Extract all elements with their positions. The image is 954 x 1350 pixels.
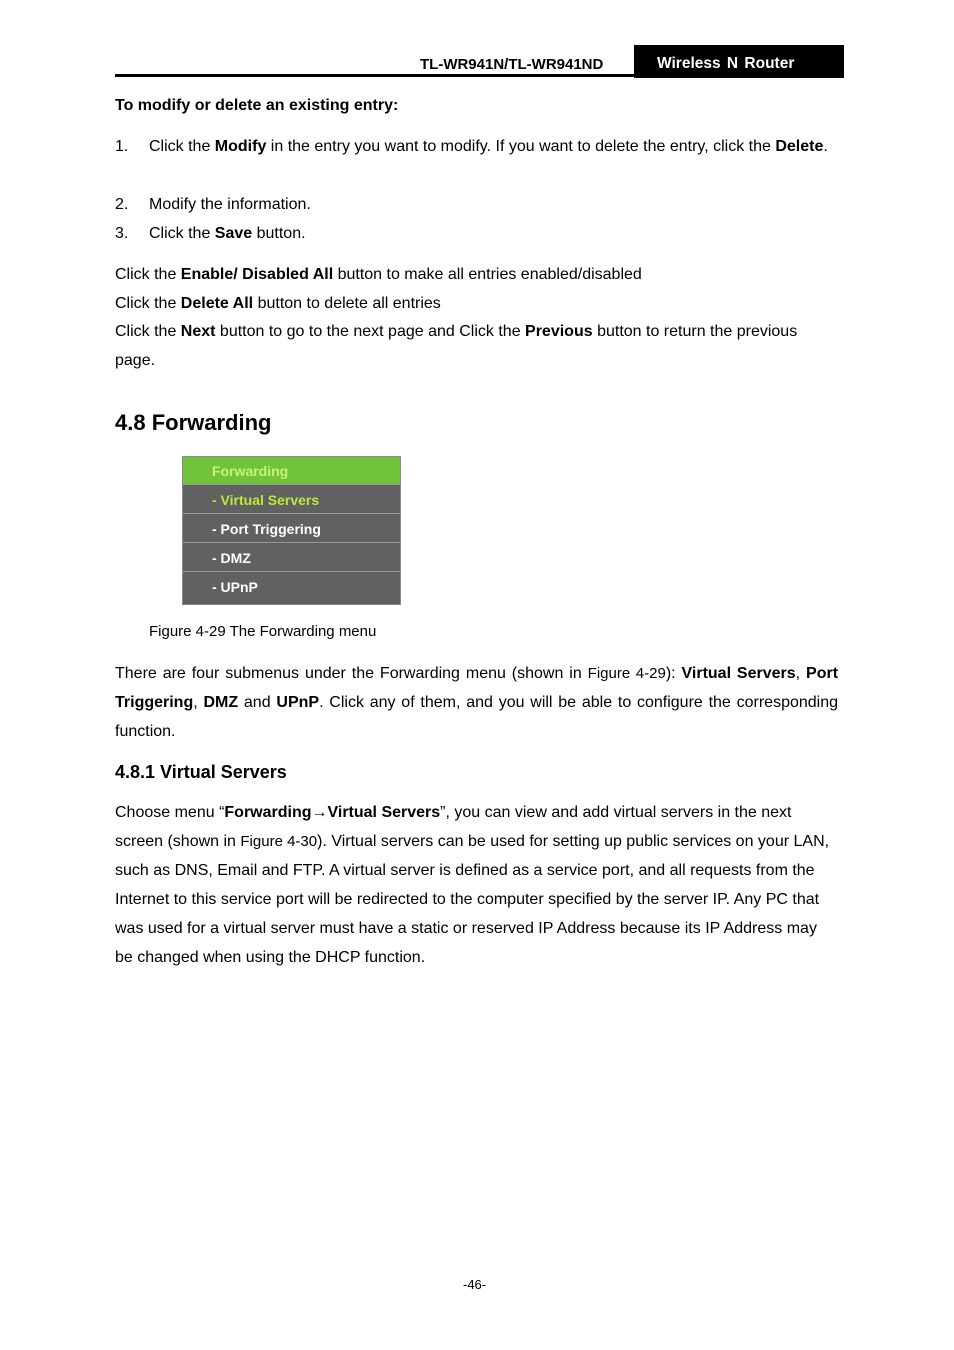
intro-t5: and [238, 694, 277, 711]
menu-item-virtual-servers[interactable]: - Virtual Servers [183, 486, 400, 514]
subsection-title: 4.8.1 Virtual Servers [115, 762, 287, 782]
vs-t2: ”, you can view and add virtual servers in the next screen (shown in [115, 804, 792, 850]
intro-t2: ): [665, 665, 682, 682]
vs-forwarding: Forwarding [224, 804, 312, 821]
modify-term: Modify [214, 138, 267, 155]
nav-line [115, 317, 838, 375]
enable-t2: button to make all entries enabled/disabled [333, 266, 642, 283]
step-1-t2: in the entry you want to modify. If you want to delete the entry, click the [266, 138, 776, 155]
step-2-num: 2. [115, 196, 129, 213]
menu-item-dmz[interactable]: - DMZ [183, 544, 400, 572]
vs-virtual-servers: Virtual Servers [327, 804, 441, 821]
step-2-text: Modify the information. [149, 196, 311, 213]
vs-t3: ). Virtual servers can be used for setting up public services on your LAN, such as DNS, Email and FTP. A virtual server is defined as a service port, and all requests from the Internet to this service port will be redirected to the computer specified by the server IP. Any PC that was used for a virtual server must have a static or reserved IP Address because its IP Address may be changed when using the DHCP function. [115, 833, 830, 966]
model-name: TL-WR941N/TL-WR941ND [420, 56, 604, 73]
section-title: 4.8 Forwarding [115, 410, 272, 435]
save-term: Save [214, 225, 253, 242]
forwarding-menu [182, 456, 401, 605]
step-1-t1: Click the [149, 138, 215, 155]
menu-item-forwarding[interactable]: Forwarding [183, 457, 400, 485]
step-1-t3: . [823, 138, 828, 155]
intro-port-triggering: Port Triggering [115, 665, 839, 711]
enable-all-line [115, 260, 838, 289]
modify-heading: To modify or delete an existing entry: [115, 97, 399, 114]
header-rule [115, 74, 844, 77]
step-3-num: 3. [115, 225, 129, 242]
intro-virtual-servers: Virtual Servers [681, 665, 796, 682]
intro-t6: . Click any of them, and you will be able to configure the corresponding function. [115, 694, 839, 740]
virtual-servers-paragraph [115, 798, 838, 972]
intro-dmz: DMZ [203, 694, 239, 711]
delete-t2: button to delete all entries [253, 295, 441, 312]
nav-t1: Click the [115, 323, 181, 340]
step-3-t1: Click the [149, 225, 215, 242]
step-1-num: 1. [115, 138, 129, 155]
product-tab: Wireless N Router [634, 45, 844, 78]
enable-t1: Click the [115, 266, 181, 283]
step-3-t2: button. [252, 225, 306, 242]
nav-t3: button to return the previous page. [115, 323, 798, 369]
step-3-text [149, 219, 838, 248]
vs-figure-ref: Figure 4-30 [240, 833, 318, 850]
intro-t1: There are four submenus under the Forwarding menu (shown in [115, 665, 588, 682]
intro-t4: , [193, 694, 204, 711]
intro-figure-ref: Figure 4-29 [587, 665, 666, 682]
delete-term: Delete [775, 138, 824, 155]
delete-t1: Click the [115, 295, 181, 312]
intro-paragraph [115, 659, 838, 746]
figure-caption: Figure 4-29 The Forwarding menu [149, 623, 377, 640]
arrow-icon: → [311, 804, 328, 821]
previous-term: Previous [525, 323, 593, 340]
enable-term: Enable/ Disabled All [180, 266, 334, 283]
intro-upnp: UPnP [276, 694, 320, 711]
delete-all-line [115, 289, 838, 318]
menu-item-port-triggering[interactable]: - Port Triggering [183, 515, 400, 543]
page-number: -46- [463, 1277, 487, 1292]
delete-all-term: Delete All [180, 295, 254, 312]
intro-t3: , [795, 665, 807, 682]
vs-t1: Choose menu “ [115, 804, 225, 821]
next-term: Next [180, 323, 216, 340]
nav-t2: button to go to the next page and Click the [215, 323, 526, 340]
menu-item-upnp[interactable]: - UPnP [183, 573, 400, 601]
step-1-text [149, 132, 838, 161]
